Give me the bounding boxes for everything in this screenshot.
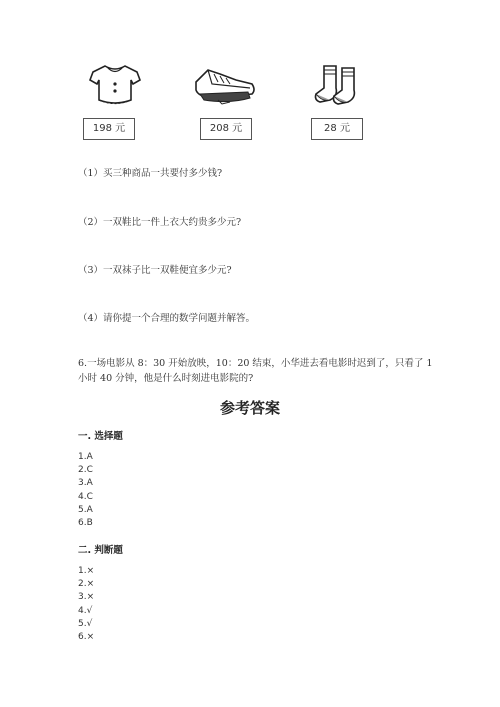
answer-item: 5.√	[78, 618, 93, 629]
socks-icon	[310, 60, 370, 110]
question-3: （3）一双袜子比一双鞋便宜多少元?	[78, 265, 232, 276]
product-socks	[295, 60, 385, 134]
answer-item: 1.A	[78, 452, 93, 462]
product-clothes	[70, 60, 160, 134]
answer-item: 2.C	[78, 465, 93, 476]
baby-clothes-icon	[85, 60, 145, 110]
answers-title: 参考答案	[219, 399, 280, 417]
shoe-icon	[190, 60, 260, 110]
answer-item: 6.×	[78, 632, 95, 643]
answer-item: 1.×	[78, 566, 95, 576]
answer-item: 6.B	[78, 518, 93, 529]
question-2: （2）一双鞋比一件上衣大约贵多少元?	[78, 217, 242, 228]
problem-6: 6.一场电影从 8：30 开始放映，10：20 结束，小华进去看电影时迟到了，只看了 1 小时 40 分钟，他是什么时刻进电影院的?	[78, 358, 433, 384]
price-label-socks: 28 元	[311, 118, 363, 140]
section-judge-answers	[78, 565, 94, 644]
product-row	[70, 60, 370, 140]
answer-item: 3.×	[78, 592, 95, 603]
answer-item: 2.×	[78, 579, 95, 590]
question-4: （4）请你提一个合理的数学问题并解答。	[78, 313, 256, 324]
price-label-clothes: 198 元	[83, 118, 135, 140]
answer-item: 4.√	[78, 605, 93, 616]
product-shoe	[180, 60, 270, 134]
section-judge-title: 二. 判断题	[78, 545, 123, 556]
price-label-shoe: 208 元	[200, 118, 252, 140]
question-1: （1）买三种商品一共要付多少钱?	[78, 168, 223, 179]
answer-item: 4.C	[78, 491, 93, 502]
answer-item: 5.A	[78, 504, 93, 515]
section-choice-answers	[78, 451, 93, 530]
answer-item: 3.A	[78, 478, 93, 489]
section-choice-title: 一. 选择题	[78, 431, 123, 442]
